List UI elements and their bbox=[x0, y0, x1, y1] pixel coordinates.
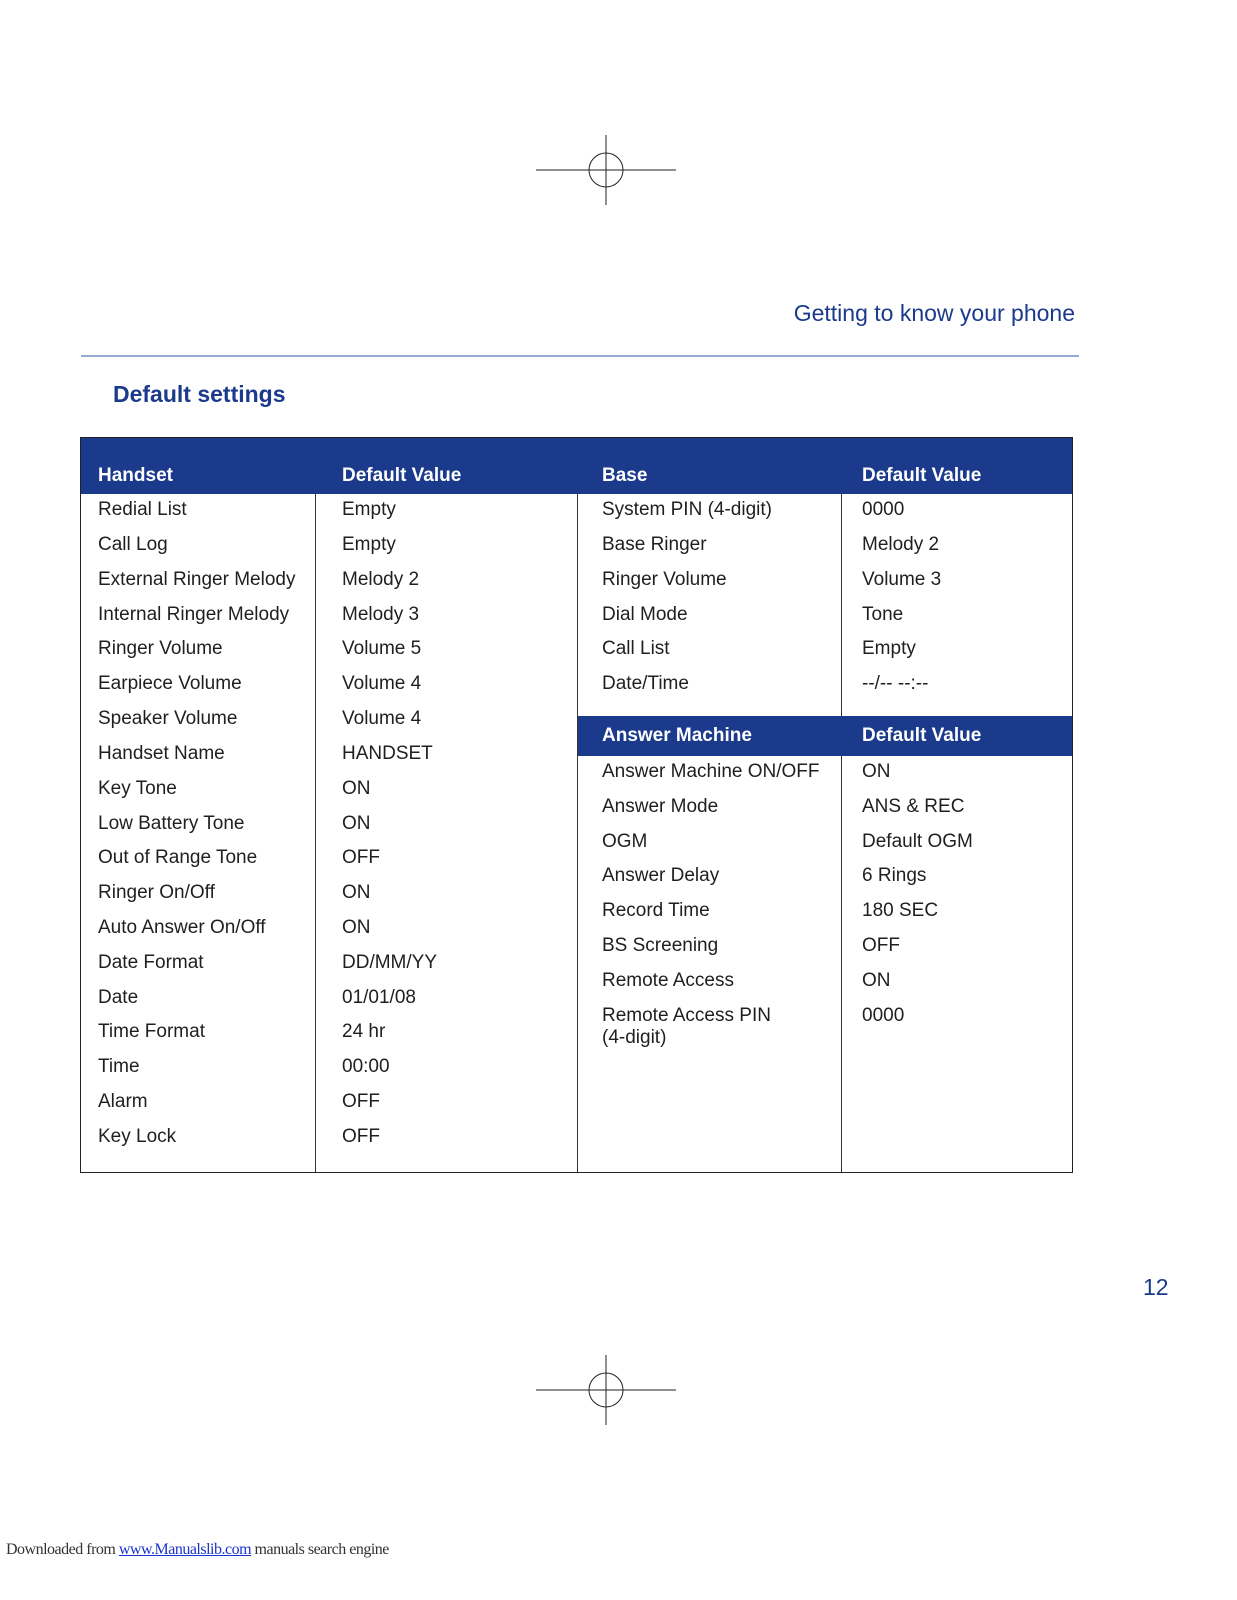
base-value-column-header: Default Value bbox=[862, 465, 982, 486]
setting-value: Volume 4 bbox=[342, 673, 422, 694]
setting-value: Melody 2 bbox=[342, 569, 420, 590]
setting-value: ON bbox=[862, 970, 891, 991]
setting-name: Redial List bbox=[98, 499, 187, 520]
setting-value: 6 Rings bbox=[862, 865, 927, 886]
setting-value: ON bbox=[862, 761, 891, 782]
setting-name: Alarm bbox=[98, 1091, 148, 1112]
setting-name: Date bbox=[98, 987, 139, 1008]
setting-name-continuation: (4-digit) bbox=[602, 1027, 667, 1048]
column-divider bbox=[577, 494, 578, 1172]
handset-column-header: Handset bbox=[98, 465, 173, 486]
setting-value: Empty bbox=[342, 499, 396, 520]
crop-mark-bottom-icon bbox=[536, 1355, 676, 1425]
setting-value: OFF bbox=[342, 1091, 380, 1112]
table-header-bar bbox=[81, 438, 1072, 494]
footer-suffix: manuals search engine bbox=[251, 1541, 389, 1558]
setting-name: Speaker Volume bbox=[98, 708, 238, 729]
setting-name: Auto Answer On/Off bbox=[98, 917, 266, 938]
setting-name: Key Tone bbox=[98, 778, 177, 799]
setting-value: ANS & REC bbox=[862, 796, 965, 817]
setting-name: Out of Range Tone bbox=[98, 847, 258, 868]
setting-name: Earpiece Volume bbox=[98, 673, 242, 694]
setting-name: Internal Ringer Melody bbox=[98, 604, 290, 625]
setting-name: Key Lock bbox=[98, 1126, 177, 1147]
footer-prefix: Downloaded from bbox=[6, 1541, 119, 1558]
setting-value: 0000 bbox=[862, 499, 905, 520]
answer-machine-column-header: Answer Machine bbox=[602, 725, 752, 746]
setting-value: 24 hr bbox=[342, 1021, 386, 1042]
header-divider bbox=[81, 355, 1079, 357]
manualslib-link[interactable]: www.Manualslib.com bbox=[118, 1541, 252, 1558]
setting-value: ON bbox=[342, 778, 371, 799]
column-divider bbox=[841, 494, 842, 1172]
setting-name: Base Ringer bbox=[602, 534, 707, 555]
setting-name: Date Format bbox=[98, 952, 204, 973]
setting-name: Call List bbox=[602, 638, 670, 659]
download-footer bbox=[6, 1541, 389, 1559]
setting-value: ON bbox=[342, 917, 371, 938]
setting-value: Melody 3 bbox=[342, 604, 420, 625]
setting-value: Volume 4 bbox=[342, 708, 422, 729]
setting-name: Remote Access bbox=[602, 970, 734, 991]
chapter-title: Getting to know your phone bbox=[793, 300, 1075, 326]
crop-mark-top-icon bbox=[536, 135, 676, 205]
page-number: 12 bbox=[1143, 1274, 1169, 1300]
setting-value: Volume 3 bbox=[862, 569, 942, 590]
setting-value: HANDSET bbox=[342, 743, 433, 764]
setting-name: Handset Name bbox=[98, 743, 225, 764]
setting-value: OFF bbox=[342, 1126, 380, 1147]
section-title: Default settings bbox=[113, 381, 286, 407]
setting-name: Dial Mode bbox=[602, 604, 688, 625]
setting-name: Time Format bbox=[98, 1021, 205, 1042]
setting-value: Empty bbox=[862, 638, 916, 659]
setting-name: Ringer On/Off bbox=[98, 882, 215, 903]
setting-value: OFF bbox=[862, 935, 900, 956]
setting-value: ON bbox=[342, 882, 371, 903]
setting-name: Answer Machine ON/OFF bbox=[602, 761, 820, 782]
setting-value: DD/MM/YY bbox=[342, 952, 437, 973]
setting-name: Ringer Volume bbox=[602, 569, 727, 590]
setting-value: 01/01/08 bbox=[342, 987, 416, 1008]
setting-value: 180 SEC bbox=[862, 900, 939, 921]
default-settings-table bbox=[80, 437, 1073, 1173]
setting-value: OFF bbox=[342, 847, 380, 868]
setting-name: System PIN (4-digit) bbox=[602, 499, 772, 520]
setting-name: OGM bbox=[602, 831, 648, 852]
setting-value: 0000 bbox=[862, 1005, 905, 1026]
setting-name: Answer Mode bbox=[602, 796, 719, 817]
setting-name: Record Time bbox=[602, 900, 710, 921]
setting-name: Remote Access PIN bbox=[602, 1005, 771, 1026]
setting-name: BS Screening bbox=[602, 935, 719, 956]
setting-name: External Ringer Melody bbox=[98, 569, 296, 590]
setting-name: Low Battery Tone bbox=[98, 813, 245, 834]
answer-machine-header-bar bbox=[578, 716, 1072, 756]
column-divider bbox=[315, 494, 316, 1172]
setting-value: Default OGM bbox=[862, 831, 973, 852]
setting-name: Date/Time bbox=[602, 673, 689, 694]
setting-name: Ringer Volume bbox=[98, 638, 223, 659]
setting-value: ON bbox=[342, 813, 371, 834]
setting-value: Melody 2 bbox=[862, 534, 940, 555]
setting-name: Answer Delay bbox=[602, 865, 720, 886]
setting-name: Time bbox=[98, 1056, 140, 1077]
setting-name: Call Log bbox=[98, 534, 168, 555]
setting-value: Volume 5 bbox=[342, 638, 422, 659]
setting-value: Empty bbox=[342, 534, 396, 555]
setting-value: Tone bbox=[862, 604, 904, 625]
answer-machine-value-column-header: Default Value bbox=[862, 725, 982, 746]
setting-value: --/-- --:-- bbox=[862, 673, 929, 694]
setting-value: 00:00 bbox=[342, 1056, 390, 1077]
handset-value-column-header: Default Value bbox=[342, 465, 462, 486]
base-column-header: Base bbox=[602, 465, 648, 486]
